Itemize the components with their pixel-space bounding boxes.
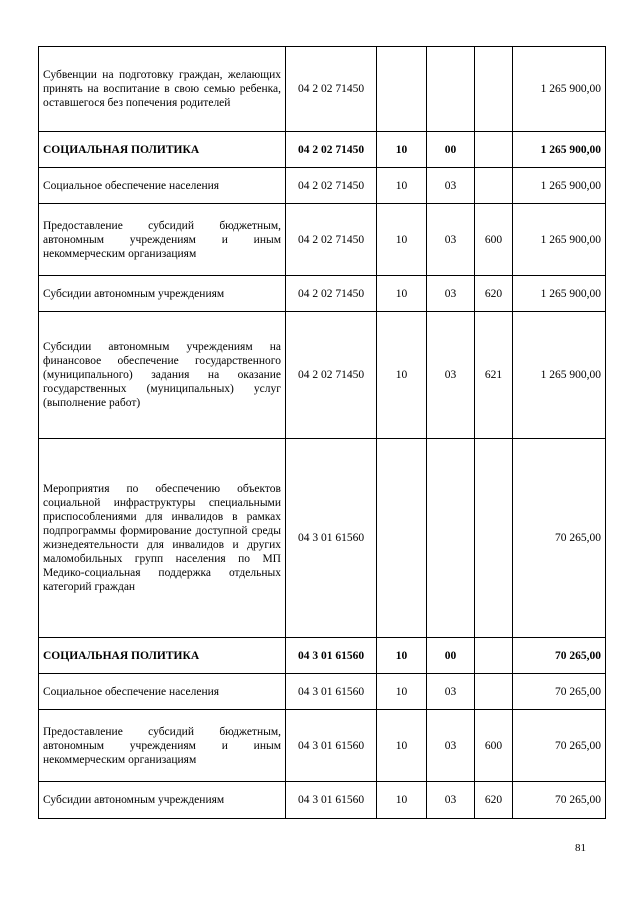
row-amount: 1 265 900,00 — [513, 276, 606, 312]
row-expense-type — [475, 439, 513, 638]
row-amount: 70 265,00 — [513, 638, 606, 674]
row-section: 10 — [377, 638, 427, 674]
table-row — [39, 312, 606, 439]
row-name: СОЦИАЛЬНАЯ ПОЛИТИКА — [39, 132, 286, 168]
budget-table — [38, 46, 606, 819]
row-target-code: 04 2 02 71450 — [286, 168, 377, 204]
row-amount: 1 265 900,00 — [513, 132, 606, 168]
row-subsection — [427, 47, 475, 132]
table-row — [39, 276, 606, 312]
row-target-code: 04 2 02 71450 — [286, 312, 377, 439]
row-expense-type — [475, 674, 513, 710]
table-row — [39, 47, 606, 132]
row-subsection: 03 — [427, 674, 475, 710]
row-subsection: 03 — [427, 782, 475, 819]
row-name: СОЦИАЛЬНАЯ ПОЛИТИКА — [39, 638, 286, 674]
row-expense-type — [475, 168, 513, 204]
row-name: Предоставление субсидий бюджетным, автономным учреждениям и иным некоммерческим организациям — [39, 710, 286, 782]
row-section: 10 — [377, 204, 427, 276]
row-expense-type: 600 — [475, 204, 513, 276]
row-name: Субсидии автономным учреждениям на финансовое обеспечение государственного (муниципального) задания на оказание государственных (муниципальных) услуг (выполнение работ) — [39, 312, 286, 439]
row-name: Субсидии автономным учреждениям — [39, 276, 286, 312]
row-subsection: 03 — [427, 168, 475, 204]
page-number: 81 — [575, 842, 586, 854]
row-name: Социальное обеспечение населения — [39, 168, 286, 204]
row-name: Субвенции на подготовку граждан, желающих принять на воспитание в свою семью ребенка, оставшегося без попечения родителей — [39, 47, 286, 132]
table-row — [39, 782, 606, 819]
row-target-code: 04 2 02 71450 — [286, 204, 377, 276]
row-section: 10 — [377, 710, 427, 782]
row-section: 10 — [377, 132, 427, 168]
row-target-code: 04 3 01 61560 — [286, 439, 377, 638]
row-section — [377, 439, 427, 638]
row-section: 10 — [377, 782, 427, 819]
table-row — [39, 204, 606, 276]
row-section: 10 — [377, 674, 427, 710]
row-subsection: 03 — [427, 710, 475, 782]
row-amount: 70 265,00 — [513, 710, 606, 782]
row-section: 10 — [377, 312, 427, 439]
row-subsection — [427, 439, 475, 638]
row-amount: 1 265 900,00 — [513, 168, 606, 204]
row-target-code: 04 2 02 71450 — [286, 276, 377, 312]
table-row — [39, 168, 606, 204]
row-amount: 1 265 900,00 — [513, 312, 606, 439]
table-row — [39, 132, 606, 168]
row-amount: 70 265,00 — [513, 782, 606, 819]
row-expense-type — [475, 47, 513, 132]
row-target-code: 04 3 01 61560 — [286, 710, 377, 782]
row-expense-type — [475, 132, 513, 168]
row-amount: 70 265,00 — [513, 674, 606, 710]
row-target-code: 04 3 01 61560 — [286, 674, 377, 710]
table-row — [39, 710, 606, 782]
table-row — [39, 439, 606, 638]
row-name: Мероприятия по обеспечению объектов социальной инфраструктуры специальными приспособлениями для инвалидов в рамках подпрограммы формирование доступной среды жизнедеятельности для инвалидов и других маломобильных групп населения по МП Медико-социальная поддержка отдельных категорий граждан — [39, 439, 286, 638]
row-subsection: 00 — [427, 132, 475, 168]
row-expense-type: 620 — [475, 782, 513, 819]
row-target-code: 04 2 02 71450 — [286, 47, 377, 132]
row-section — [377, 47, 427, 132]
row-name: Социальное обеспечение населения — [39, 674, 286, 710]
row-expense-type: 620 — [475, 276, 513, 312]
row-target-code: 04 3 01 61560 — [286, 638, 377, 674]
table-row — [39, 638, 606, 674]
row-target-code: 04 3 01 61560 — [286, 782, 377, 819]
row-subsection: 03 — [427, 204, 475, 276]
row-subsection: 00 — [427, 638, 475, 674]
row-subsection: 03 — [427, 276, 475, 312]
row-subsection: 03 — [427, 312, 475, 439]
row-amount: 1 265 900,00 — [513, 204, 606, 276]
row-section: 10 — [377, 276, 427, 312]
row-target-code: 04 2 02 71450 — [286, 132, 377, 168]
row-expense-type: 621 — [475, 312, 513, 439]
row-expense-type: 600 — [475, 710, 513, 782]
row-section: 10 — [377, 168, 427, 204]
row-name: Субсидии автономным учреждениям — [39, 782, 286, 819]
row-name: Предоставление субсидий бюджетным, автономным учреждениям и иным некоммерческим организациям — [39, 204, 286, 276]
table-row — [39, 674, 606, 710]
row-amount: 70 265,00 — [513, 439, 606, 638]
row-expense-type — [475, 638, 513, 674]
row-amount: 1 265 900,00 — [513, 47, 606, 132]
